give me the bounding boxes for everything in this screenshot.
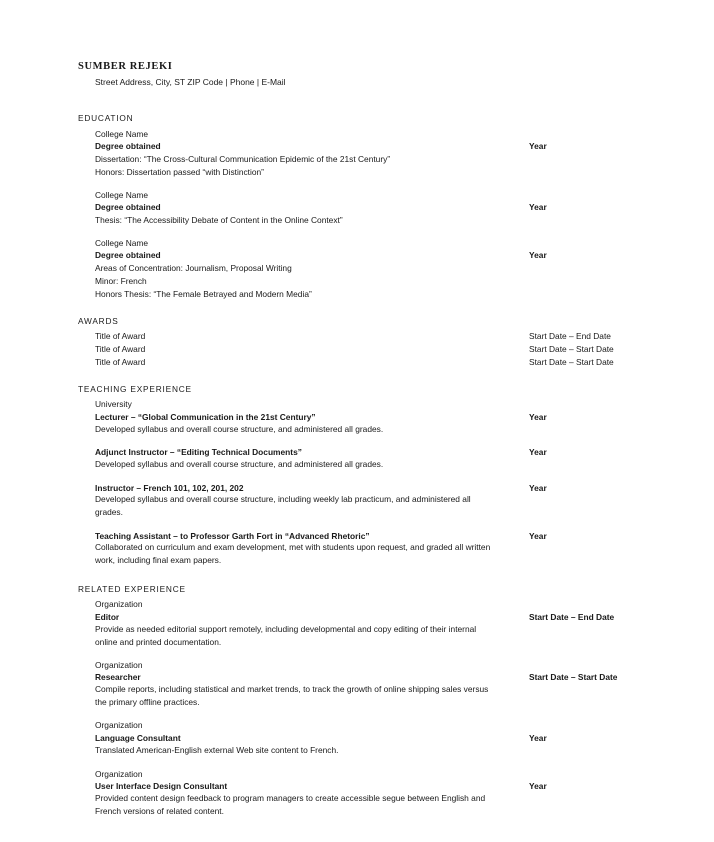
awards-heading: AWARDS: [78, 316, 119, 326]
teaching-role-description: Developed syllabus and overall course structure, including weekly lab practicum, and administered all grades.: [95, 494, 471, 517]
related-role-title: Editor: [95, 612, 120, 622]
related-organization: Organization: [95, 660, 143, 670]
education-detail: Dissertation: “The Cross-Cultural Communication Epidemic of the 21st Century”: [95, 154, 391, 164]
education-detail: Minor: French: [95, 276, 147, 286]
education-detail: Areas of Concentration: Journalism, Proposal Writing: [95, 263, 292, 273]
award-title: Title of Award: [95, 357, 146, 367]
teaching-role-title: Teaching Assistant – to Professor Garth Fort in “Advanced Rhetoric”: [95, 531, 370, 541]
education-degree: Degree obtained: [95, 141, 161, 151]
education-degree: Degree obtained: [95, 202, 161, 212]
contact-info: Street Address, City, ST ZIP Code | Phone | E-Mail: [95, 77, 286, 87]
education-year: Year: [529, 141, 547, 151]
related-role-title: Researcher: [95, 672, 141, 682]
award-dates: Start Date – Start Date: [529, 357, 614, 367]
related-role-dates: Start Date – Start Date: [529, 672, 618, 682]
teaching-role-description: Developed syllabus and overall course structure, and administered all grades.: [95, 424, 384, 434]
related-role-title: User Interface Design Consultant: [95, 781, 228, 791]
related-organization: Organization: [95, 720, 143, 730]
teaching-role-year: Year: [529, 447, 547, 457]
related-role-dates: Year: [529, 733, 547, 743]
teaching-heading: TEACHING EXPERIENCE: [78, 384, 192, 394]
teaching-role-year: Year: [529, 412, 547, 422]
award-dates: Start Date – Start Date: [529, 344, 614, 354]
award-title: Title of Award: [95, 331, 146, 341]
education-detail: Honors: Dissertation passed “with Distinction”: [95, 167, 264, 177]
related-role-dates: Year: [529, 781, 547, 791]
related-role-title: Language Consultant: [95, 733, 181, 743]
award-title: Title of Award: [95, 344, 146, 354]
teaching-role-year: Year: [529, 483, 547, 493]
education-heading: EDUCATION: [78, 113, 134, 123]
education-detail: Thesis: “The Accessibility Debate of Content in the Online Context”: [95, 215, 343, 225]
related-organization: Organization: [95, 769, 143, 779]
teaching-role-title: Lecturer – “Global Communication in the 21st Century”: [95, 412, 316, 422]
teaching-role-description: Collaborated on curriculum and exam development, met with students upon request, and graded all written work, including final exam papers.: [95, 542, 491, 565]
education-school: College Name: [95, 129, 149, 139]
related-organization: Organization: [95, 599, 143, 609]
education-school: College Name: [95, 238, 149, 248]
teaching-role-title: Instructor – French 101, 102, 201, 202: [95, 483, 244, 493]
education-detail: Honors Thesis: “The Female Betrayed and Modern Media”: [95, 289, 312, 299]
education-degree: Degree obtained: [95, 250, 161, 260]
related-role-description: Provided content design feedback to program managers to create accessible segue between English and French versions of related content.: [95, 793, 486, 816]
related-role-description: Translated American-English external Web site content to French.: [95, 745, 339, 755]
teaching-institution: University: [95, 399, 132, 409]
award-dates: Start Date – End Date: [529, 331, 611, 341]
education-year: Year: [529, 250, 547, 260]
related-role-description: Provide as needed editorial support remotely, including developmental and copy editing of their internal online and printed documentation.: [95, 624, 477, 647]
related-heading: RELATED EXPERIENCE: [78, 584, 186, 594]
related-role-description: Compile reports, including statistical and market trends, to track the growth of online shipping sales versus the primary offline practices.: [95, 684, 489, 707]
resume-name: SUMBER REJEKI: [78, 61, 173, 72]
teaching-role-year: Year: [529, 531, 547, 541]
related-role-dates: Start Date – End Date: [529, 612, 615, 622]
education-school: College Name: [95, 190, 149, 200]
education-year: Year: [529, 202, 547, 212]
teaching-role-title: Adjunct Instructor – “Editing Technical Documents”: [95, 447, 302, 457]
teaching-role-description: Developed syllabus and overall course structure, and administered all grades.: [95, 459, 384, 469]
